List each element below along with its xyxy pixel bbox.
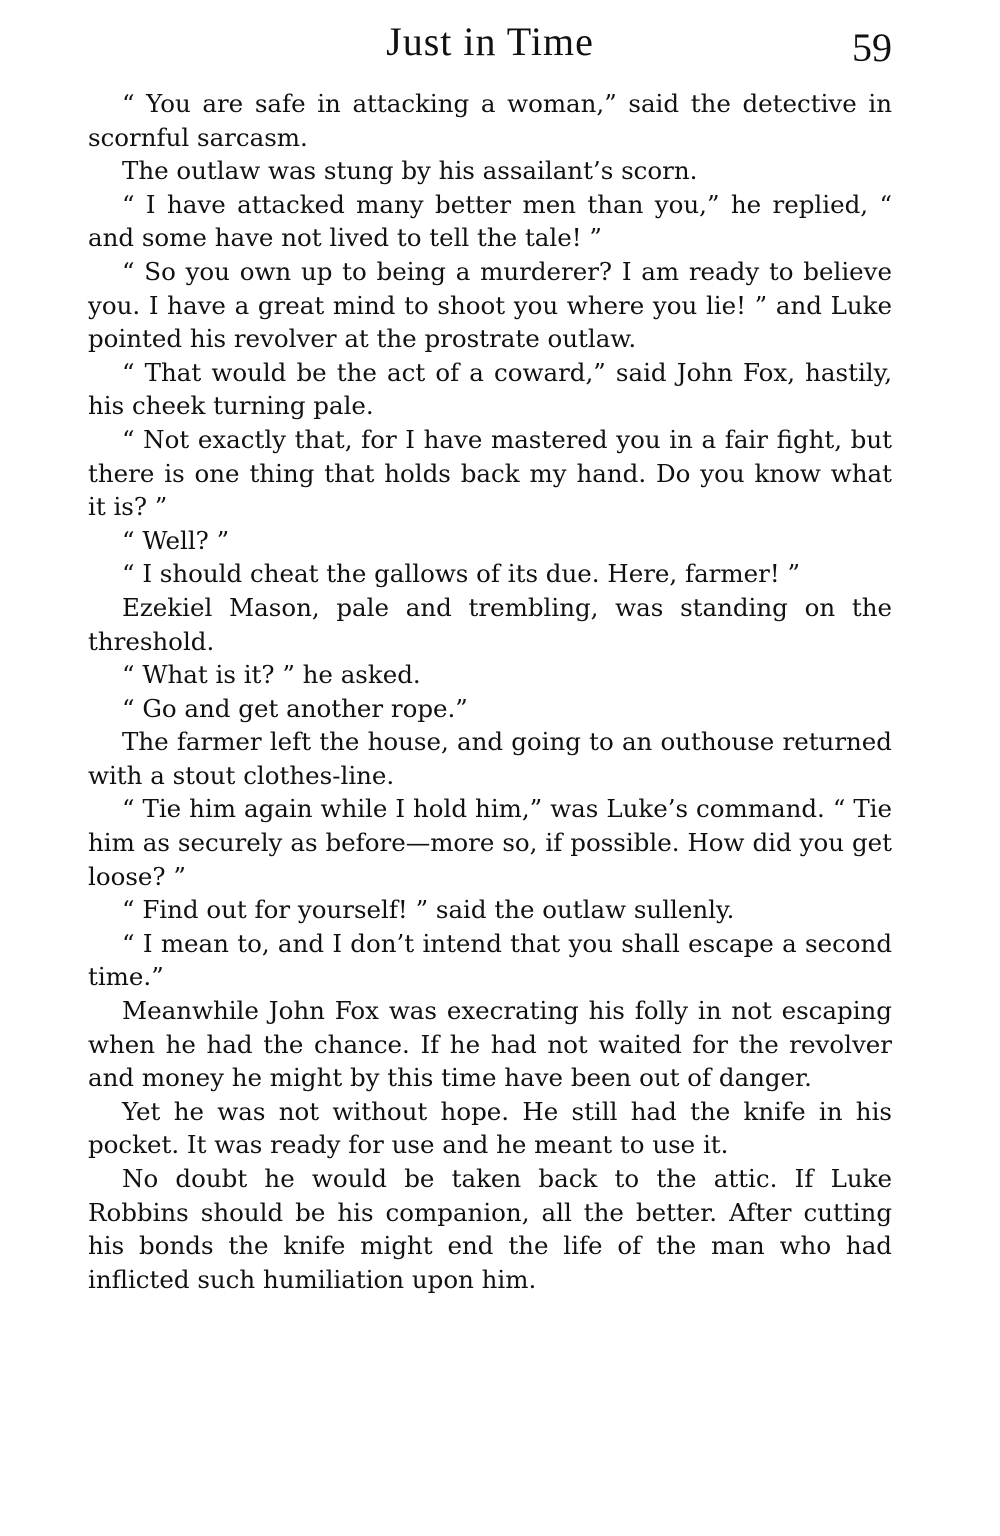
paragraph: “ Tie him again while I hold him,” was Luke’s command. “ Tie him as securely as before—more so, if possible. How did you get loose? ” [88, 794, 892, 891]
paragraph: No doubt he would be taken back to the attic. If Luke Robbins should be his companion, all the better. After cutting his bonds the knife might end the life of the man who had inflicted such humiliation upon him. [88, 1164, 892, 1294]
paragraph: “ I mean to, and I don’t intend that you shall escape a second time.” [88, 928, 892, 992]
page-header [88, 18, 892, 78]
body-text [88, 87, 892, 1296]
paragraph: Meanwhile John Fox was execrating his folly in not escaping when he had the chance. If he had not waited for the revolver and money he might by this time have been out of danger. [88, 996, 892, 1093]
paragraph: “ You are safe in attacking a woman,” said the detective in scornful sarcasm. [88, 89, 892, 152]
running-title: Just in Time [386, 19, 594, 64]
paragraph: “ Not exactly that, for I have mastered you in a fair fight, but there is one thing that holds back my hand. Do you know what it is? ” [88, 424, 892, 522]
paragraph: “ Well? ” [122, 525, 230, 555]
paragraph: “ Go and get another rope.” [122, 693, 468, 723]
paragraph: “ That would be the act of a coward,” said John Fox, hastily, his cheek turning pale. [88, 357, 892, 421]
page-number: 59 [852, 25, 892, 70]
paragraph: “ Find out for yourself! ” said the outlaw sullenly. [122, 895, 735, 925]
paragraph: The farmer left the house, and going to an outhouse returned with a stout clothes-line. [88, 727, 892, 790]
paragraph: Ezekiel Mason, pale and trembling, was standing on the threshold. [88, 592, 892, 656]
paragraph: “ What is it? ” he asked. [122, 660, 421, 690]
paragraph: “ I have attacked many better men than you,” he replied, “ and some have not lived to tell the tale! ” [88, 189, 892, 253]
paragraph: The outlaw was stung by his assailant’s scorn. [122, 156, 698, 186]
paragraph: “ So you own up to being a murderer? I am ready to believe you. I have a great mind to shoot you where you lie! ” and Luke pointed his revolver at the prostrate outlaw. [88, 256, 892, 354]
paragraph: Yet he was not without hope. He still had the knife in his pocket. It was ready for use and he meant to use it. [88, 1096, 892, 1160]
paragraph: “ I should cheat the gallows of its due. Here, farmer! ” [122, 559, 800, 589]
